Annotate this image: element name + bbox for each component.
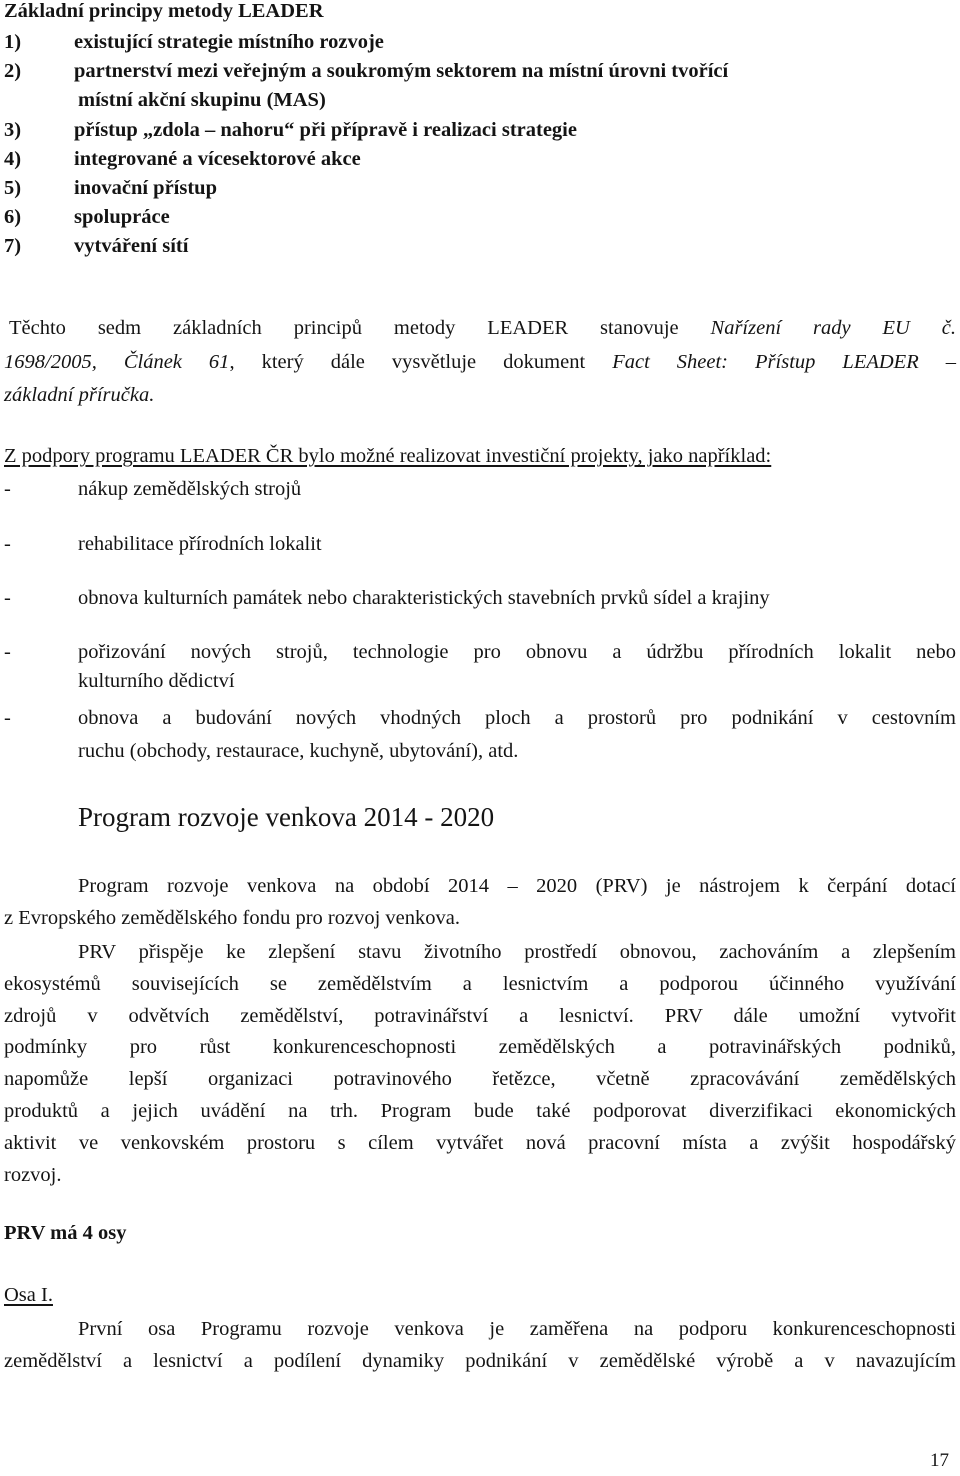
principle-item [4,116,728,145]
regulation-reference: 1698/2005, Článek 61 [4,350,230,373]
list-number: 3) [4,118,22,141]
principle-text: místní akční skupinu (MAS) [78,89,326,112]
list-number: 7) [4,235,22,258]
dash-marker: - [4,533,11,555]
list-number: 2) [4,60,22,83]
paragraph-line: napomůže lepší organizaci potravinového řetězce, včetně zpracovávání zemědělských [4,1068,956,1091]
principle-text: partnerství mezi veřejným a soukromým sektorem na místní úrovni tvořící [74,60,729,83]
prv-description-paragraph [4,937,956,1191]
paragraph-line: rozvoj. [4,1163,62,1186]
list-number: 4) [4,147,22,170]
page-number: 17 [930,1450,949,1471]
section-heading: Program rozvoje venkova 2014 - 2020 [78,802,495,832]
principle-item-continuation [4,86,728,115]
dash-marker: - [4,641,11,663]
investment-item: - rehabilitace přírodních lokalit [4,533,322,555]
paragraph-line: podmínky pro růst konkurenceschopnosti zemědělských a potravinářských podniků, [4,1036,956,1059]
dash-marker: - [4,587,11,609]
paragraph-line: ekosystémů souvisejících se zemědělstvím a lesnictvím a podporou účinného využívání [4,972,956,995]
document-reference: Fact Sheet: Přístup LEADER – [612,350,956,373]
investment-item: - nákup zemědělských strojů [4,478,302,500]
axis-1-heading: Osa I. [4,1284,53,1306]
principle-text: existující strategie místního rozvoje [74,31,384,53]
prv-axes-heading: PRV má 4 osy [4,1222,127,1244]
investments-intro: Z podpory programu LEADER ČR bylo možné realizovat investiční projekty, jako například: [4,445,772,467]
paragraph-line: z Evropského zemědělského fondu pro rozvoj venkova. [4,906,460,929]
paragraph-line: aktivit ve venkovském prostoru s cílem vytvářet nová pracovní místa a zvýšit hospodářský [4,1131,956,1154]
leader-regulation-paragraph [4,312,956,413]
list-number: 6) [4,206,22,229]
regulation-reference: Nařízení rady EU č. [710,317,956,339]
investment-item: - pořizování nových strojů, technologie pro obnovu a údržbu přírodních lokalit nebo kulturního dědictví [4,641,956,692]
paragraph-line: Program rozvoje venkova na období 2014 – 2020 (PRV) je nástrojem k čerpání dotací [78,875,956,897]
principle-item [4,145,728,174]
prv-intro-paragraph [4,871,956,935]
paragraph-line: zemědělství a lesnictví a podílení dynamiky podnikání v zemědělské výrobě a v navazujícím [4,1349,956,1372]
principles-list [4,28,728,262]
document-reference: základní příručka. [4,384,155,406]
paragraph-line: zdrojů v odvětvích zemědělství, potravinářství a lesnictví. PRV dále umožní vytvořit [4,1004,956,1027]
principle-text: integrované a vícesektorové akce [74,147,361,170]
principle-item [4,232,728,261]
list-number: 5) [4,176,22,199]
principle-item [4,174,728,203]
paragraph-line: produktů a jejich uvádění na trh. Program bude také podporovat diverzifikaci ekonomických [4,1099,956,1122]
dash-marker: - [4,478,11,500]
investment-item: - obnova a budování nových vhodných ploch a prostorů pro podnikání v cestovním ruchu (obchody, restaurace, kuchyně, ubytování), atd. [4,707,956,762]
principle-text: spolupráce [74,206,170,229]
dash-marker: - [4,707,11,729]
paragraph-line: 1698/2005, Článek 61, který dále vysvětluje dokument Fact Sheet: Přístup LEADER – [4,350,956,373]
principle-text: vytváření sítí [74,235,189,258]
paragraph-line: Těchto sedm základních principů metody LEADER stanovuje Nařízení rady EU č. [9,317,956,339]
principle-item [4,28,728,57]
investment-item: - obnova kulturních památek nebo charakteristických stavebních prvků sídel a krajiny [4,587,770,609]
principle-text: přístup „zdola – nahoru“ při přípravě i realizaci strategie [74,118,577,141]
principle-item [4,57,728,86]
list-number: 1) [4,31,22,53]
principle-item [4,203,728,232]
paragraph-line: První osa Programu rozvoje venkova je zaměřena na podporu konkurenceschopnosti [78,1318,956,1340]
paragraph-line [4,379,956,413]
axis-1-paragraph [4,1314,956,1378]
principle-text: inovační přístup [74,176,217,199]
section-title: Základní principy metody LEADER [4,0,324,22]
paragraph-line: PRV přispěje ke zlepšení stavu životního prostředí obnovou, zachováním a zlepšením [78,941,956,963]
